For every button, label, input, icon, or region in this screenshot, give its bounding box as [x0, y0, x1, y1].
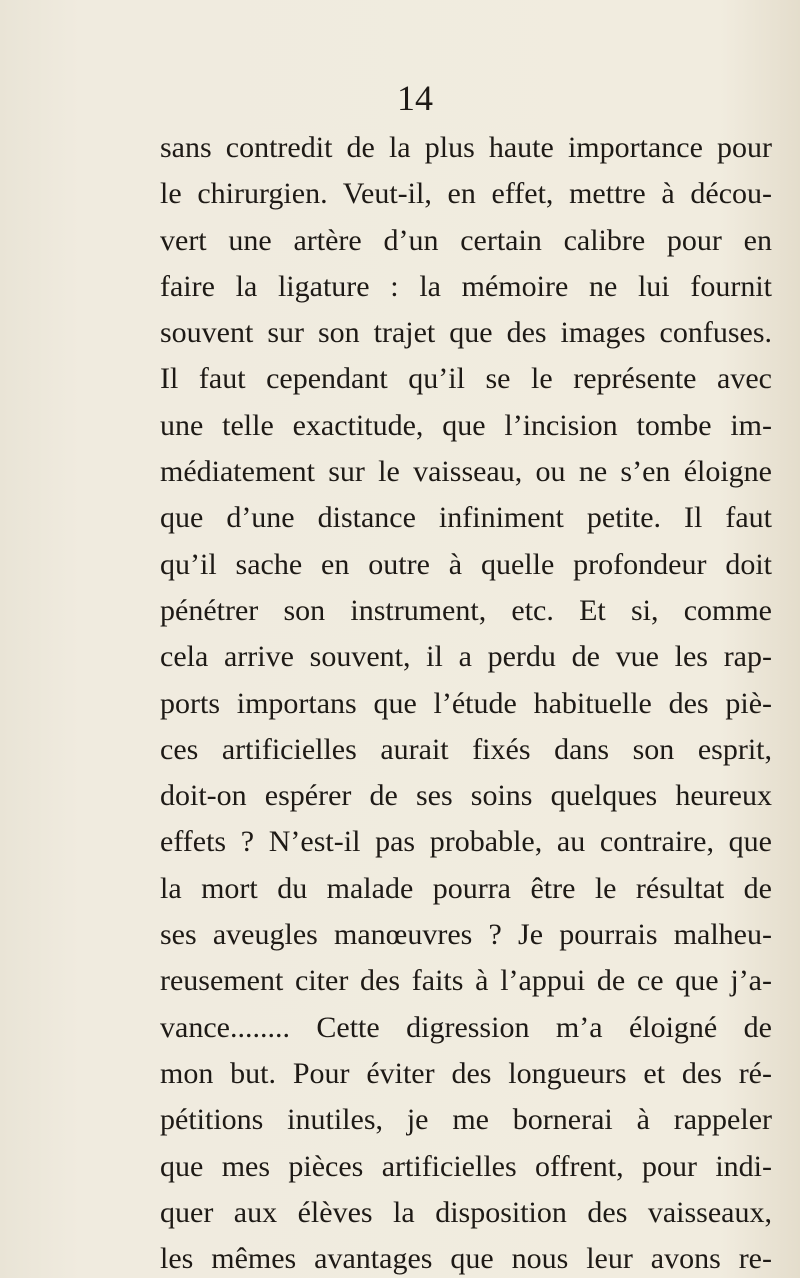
text-line: reusement citer des faits à l’appui de ce que j’a-: [160, 964, 772, 998]
text-line: pétitions inutiles, je me bornerai à rappeler: [160, 1103, 772, 1137]
body-text: [160, 125, 772, 1278]
text-line: effets ? N’est-il pas probable, au contraire, que: [160, 825, 772, 859]
text-line: ses aveugles manœuvres ? Je pourrais malheu-: [160, 918, 772, 952]
text-line: qu’il sache en outre à quelle profondeur doit: [160, 547, 772, 581]
text-line: que d’une distance infiniment petite. Il faut: [160, 501, 772, 535]
text-line: que mes pièces artificielles offrent, pour indi-: [160, 1149, 772, 1183]
text-line: mon but. Pour éviter des longueurs et des ré-: [160, 1056, 772, 1090]
text-line: vert une artère d’un certain calibre pour en: [160, 223, 772, 257]
text-line: ports importans que l’étude habituelle des piè-: [160, 686, 772, 720]
text-line: médiatement sur le vaisseau, ou ne s’en éloigne: [160, 455, 772, 489]
text-line: une telle exactitude, que l’incision tombe im-: [160, 408, 772, 442]
text-line: souvent sur son trajet que des images confuses.: [160, 316, 772, 350]
text-line: ces artificielles aurait fixés dans son esprit,: [160, 732, 772, 766]
text-line: vance........ Cette digression m’a éloigné de: [160, 1010, 772, 1044]
text-line: pénétrer son instrument, etc. Et si, comme: [160, 593, 772, 627]
text-line: les mêmes avantages que nous leur avons re-: [160, 1242, 772, 1276]
page-number: 14: [397, 78, 433, 118]
text-line: cela arrive souvent, il a perdu de vue les rap-: [160, 640, 772, 674]
text-line: la mort du malade pourra être le résultat de: [160, 871, 772, 905]
text-line: le chirurgien. Veut-il, en effet, mettre à décou-: [160, 177, 772, 211]
text-line: sans contredit de la plus haute importance pour: [160, 131, 772, 164]
text-line: Il faut cependant qu’il se le représente avec: [160, 362, 772, 396]
text-line: quer aux élèves la disposition des vaisseaux,: [160, 1195, 772, 1229]
text-line: faire la ligature : la mémoire ne lui fournit: [160, 269, 772, 303]
text-line: doit-on espérer de ses soins quelques heureux: [160, 779, 772, 813]
